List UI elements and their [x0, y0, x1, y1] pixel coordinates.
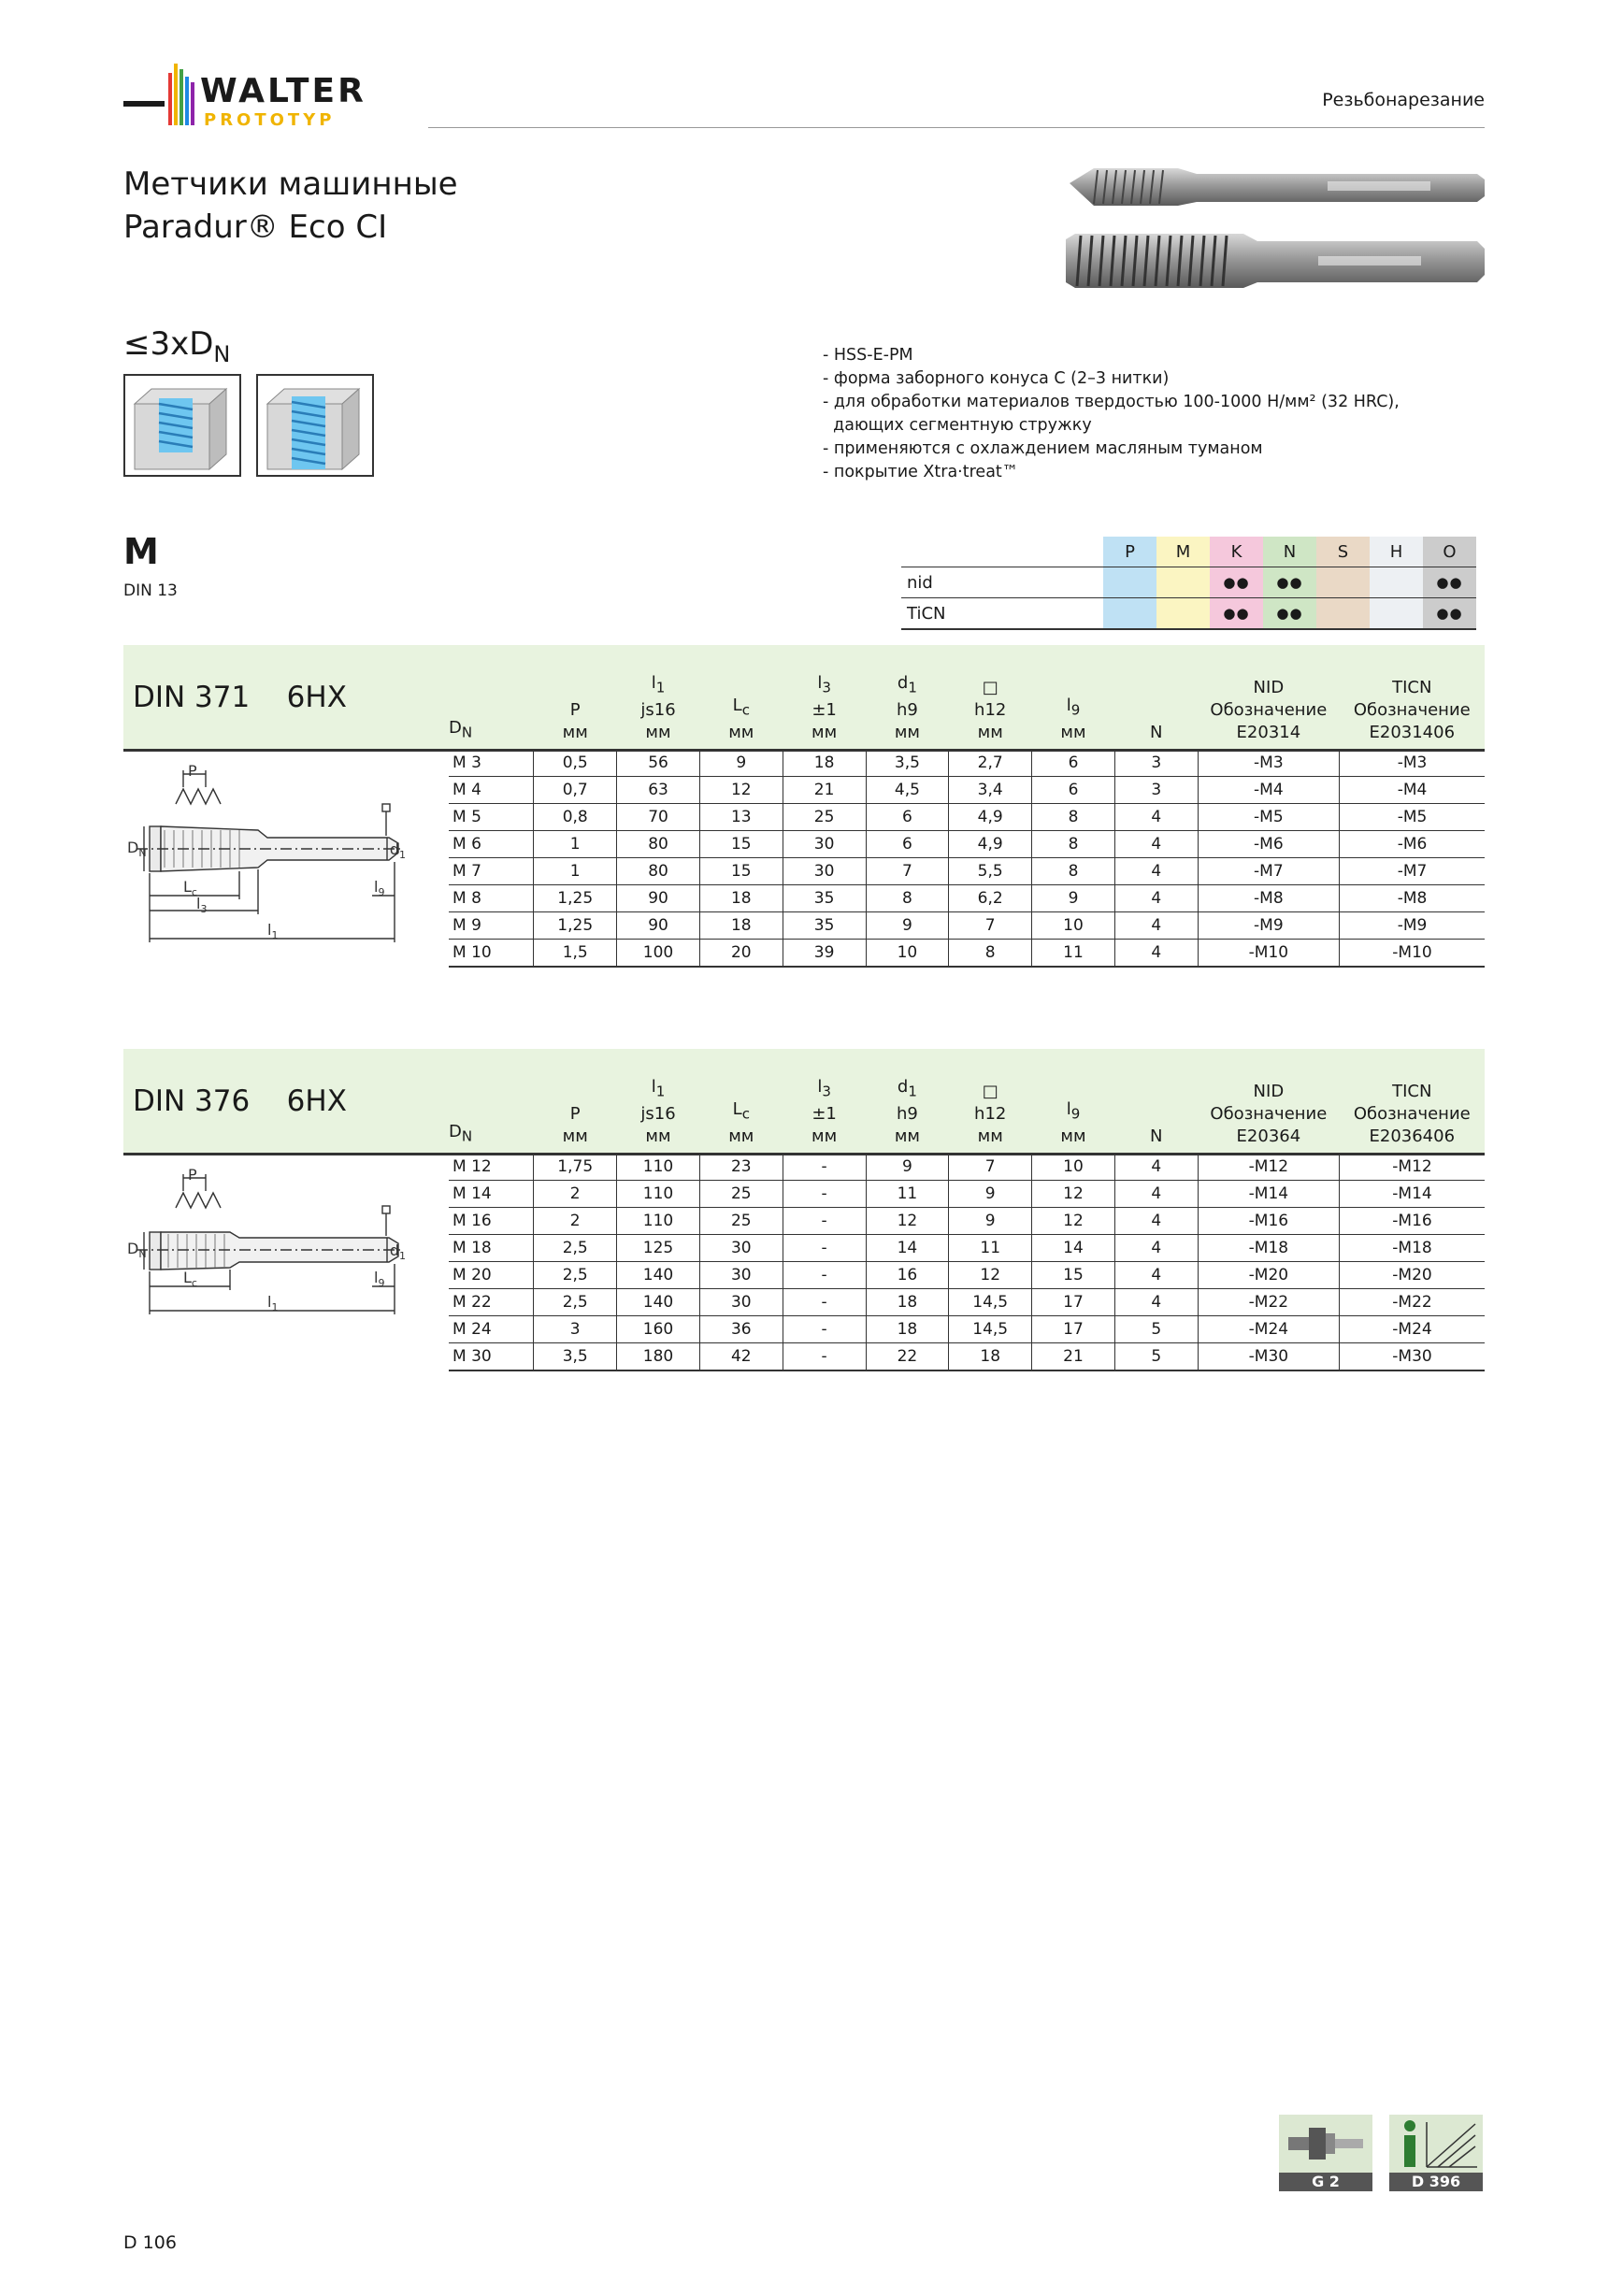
- table-cell: 3,5: [534, 1343, 617, 1371]
- col-lc: $L_c$ мм: [728, 696, 754, 742]
- table-cell: 3,5: [866, 750, 949, 777]
- thread-standard: DIN 13: [123, 581, 178, 600]
- table-row: [449, 1235, 1485, 1262]
- suitability-cell: [1370, 567, 1423, 598]
- material-suitability-table: [901, 537, 1476, 630]
- suitability-cell: ●●: [1210, 598, 1263, 630]
- table-cell: 0,5: [534, 750, 617, 777]
- table-cell: 110: [617, 1208, 700, 1235]
- table-cell: -M5: [1340, 804, 1485, 831]
- material-group-k: K: [1210, 537, 1263, 567]
- table-cell: -M10: [1198, 940, 1339, 968]
- table-cell: 4: [1114, 831, 1198, 858]
- table-cell: M 4: [449, 777, 534, 804]
- table-cell: 3: [534, 1316, 617, 1343]
- table-cell: 12: [866, 1208, 949, 1235]
- table-cell: 4: [1114, 804, 1198, 831]
- table-cell: 30: [783, 858, 866, 885]
- table-cell: -: [783, 1181, 866, 1208]
- table-cell: 90: [617, 912, 700, 940]
- header-divider: [428, 127, 1485, 128]
- material-row-label: TiCN: [901, 598, 1103, 630]
- table-cell: 5,5: [949, 858, 1032, 885]
- table-cell: 160: [617, 1316, 700, 1343]
- table-cell: -M24: [1198, 1316, 1339, 1343]
- table-cell: 3: [1114, 777, 1198, 804]
- table-cell: 8: [1032, 804, 1115, 831]
- table-cell: 18: [949, 1343, 1032, 1371]
- table-cell: 180: [617, 1343, 700, 1371]
- table-cell: 8: [949, 940, 1032, 968]
- table-cell: -: [783, 1208, 866, 1235]
- table-cell: M 10: [449, 940, 534, 968]
- table-cell: -M24: [1340, 1316, 1485, 1343]
- table-cell: 100: [617, 940, 700, 968]
- section-title: Резьбонарезание: [1322, 90, 1485, 110]
- table-cell: 12: [1032, 1181, 1115, 1208]
- col-l9: $l_9$ мм: [1060, 1099, 1086, 1146]
- col-dn: $D_N$: [449, 718, 473, 741]
- table-cell: -M8: [1340, 885, 1485, 912]
- col-l1: $l_1$ js16 мм: [640, 673, 676, 742]
- table-cell: 9: [949, 1208, 1032, 1235]
- table1-column-headers: [449, 666, 1485, 750]
- col-p: P мм: [562, 700, 588, 742]
- table-cell: M 30: [449, 1343, 534, 1371]
- table-cell: 39: [783, 940, 866, 968]
- suitability-cell: ●●: [1263, 598, 1316, 630]
- table2-dimensions: [449, 1069, 1485, 1371]
- table-cell: 6: [1032, 750, 1115, 777]
- suitability-cell: [1103, 567, 1156, 598]
- table-cell: 7: [866, 858, 949, 885]
- table-cell: -M10: [1340, 940, 1485, 968]
- table-cell: 22: [866, 1343, 949, 1371]
- label-d1: $d_1$: [389, 840, 406, 861]
- table-cell: -M9: [1198, 912, 1339, 940]
- table-cell: 18: [699, 912, 783, 940]
- table-cell: 2,5: [534, 1262, 617, 1289]
- suitability-cell: [1316, 567, 1370, 598]
- table1-din-title: DIN 371 6HX: [133, 681, 347, 714]
- table-cell: 15: [699, 858, 783, 885]
- label-l1: $l_1$: [267, 1293, 279, 1313]
- feature-item: - HSS-E-PM: [823, 346, 913, 365]
- walter-prototyp-logo: [123, 60, 404, 138]
- din371-tap-drawing: [127, 755, 408, 961]
- suitability-cell: ●●: [1210, 567, 1263, 598]
- table-cell: -M30: [1340, 1343, 1485, 1371]
- table-cell: M 20: [449, 1262, 534, 1289]
- table-cell: -M12: [1340, 1154, 1485, 1181]
- table-cell: -M20: [1340, 1262, 1485, 1289]
- suitability-cell: ●●: [1423, 598, 1476, 630]
- product-title: [123, 163, 458, 249]
- logo-wordmark: WALTER: [200, 72, 366, 110]
- material-group-n: N: [1263, 537, 1316, 567]
- col-l3: $l_3$ ±1 мм: [812, 673, 838, 742]
- table-cell: 2,5: [534, 1235, 617, 1262]
- table-cell: 4: [1114, 940, 1198, 968]
- suitability-cell: [1156, 567, 1210, 598]
- thread-type-title: M: [123, 531, 159, 572]
- table-cell: 10: [866, 940, 949, 968]
- table-cell: 110: [617, 1154, 700, 1181]
- din376-tap-drawing: [127, 1159, 408, 1365]
- table-cell: 7: [949, 1154, 1032, 1181]
- table-cell: 9: [866, 1154, 949, 1181]
- table-row: [449, 885, 1485, 912]
- table-row: [449, 831, 1485, 858]
- label-l9: $l_9$: [374, 878, 385, 898]
- table-cell: -M18: [1198, 1235, 1339, 1262]
- table-cell: 90: [617, 885, 700, 912]
- table-cell: 6: [866, 831, 949, 858]
- label-p: P: [188, 1166, 197, 1184]
- table2-column-headers: [449, 1069, 1485, 1154]
- table-cell: 4: [1114, 1262, 1198, 1289]
- suitability-cell: [1103, 598, 1156, 630]
- label-l1: $l_1$: [267, 921, 279, 941]
- table-row: [449, 777, 1485, 804]
- table-cell: 30: [783, 831, 866, 858]
- table-cell: M 7: [449, 858, 534, 885]
- table-row: [449, 1343, 1485, 1371]
- table-cell: 35: [783, 885, 866, 912]
- table-cell: -M3: [1340, 750, 1485, 777]
- table-cell: 63: [617, 777, 700, 804]
- table-cell: 35: [783, 912, 866, 940]
- table-cell: 1,25: [534, 912, 617, 940]
- col-d1: $d_1$ h9 мм: [894, 1077, 920, 1146]
- tap-product-image: [1066, 159, 1487, 299]
- table-cell: -: [783, 1262, 866, 1289]
- table-cell: 6: [1032, 777, 1115, 804]
- feature-list: [823, 344, 1400, 484]
- table-cell: 21: [1032, 1343, 1115, 1371]
- table-cell: 1: [534, 858, 617, 885]
- table-cell: M 24: [449, 1316, 534, 1343]
- table-cell: 13: [699, 804, 783, 831]
- col-square: □ h12 мм: [974, 678, 1007, 742]
- table-cell: 8: [866, 885, 949, 912]
- reference-label: D 396: [1389, 2173, 1483, 2191]
- table-cell: 5: [1114, 1316, 1198, 1343]
- blind-hole-icon: [123, 374, 241, 477]
- table-cell: M 8: [449, 885, 534, 912]
- table-cell: 4: [1114, 1181, 1198, 1208]
- table-cell: 4: [1114, 1208, 1198, 1235]
- tool-holder-icon: [1279, 2115, 1372, 2173]
- table-cell: M 22: [449, 1289, 534, 1316]
- material-group-m: M: [1156, 537, 1210, 567]
- table-cell: -: [783, 1289, 866, 1316]
- table-cell: 0,7: [534, 777, 617, 804]
- table-cell: -M16: [1340, 1208, 1485, 1235]
- table-cell: 9: [1032, 885, 1115, 912]
- suitability-cell: [1370, 598, 1423, 630]
- label-d1: $d_1$: [389, 1241, 406, 1262]
- table-cell: -: [783, 1343, 866, 1371]
- suitability-cell: ●●: [1423, 567, 1476, 598]
- suitability-cell: [1156, 598, 1210, 630]
- table-cell: 9: [949, 1181, 1032, 1208]
- feature-item: - форма заборного конуса C (2–3 нитки): [823, 369, 1170, 388]
- table-row: [449, 858, 1485, 885]
- product-title-line1: Метчики машинные: [123, 165, 458, 203]
- table-cell: 42: [699, 1343, 783, 1371]
- label-p: P: [188, 762, 197, 780]
- label-lc: $L_c$: [183, 878, 197, 898]
- table-cell: 9: [866, 912, 949, 940]
- table-cell: -M20: [1198, 1262, 1339, 1289]
- material-row-ticn: [901, 598, 1476, 630]
- col-nid: NID Обозначение E20364: [1210, 1082, 1328, 1146]
- table-cell: -M30: [1198, 1343, 1339, 1371]
- table-cell: 80: [617, 858, 700, 885]
- table-cell: 18: [866, 1316, 949, 1343]
- material-row-nid: [901, 567, 1476, 598]
- table-cell: -: [783, 1235, 866, 1262]
- col-ticn: TICN Обозначение E2036406: [1353, 1082, 1471, 1146]
- table-cell: 2,5: [534, 1289, 617, 1316]
- reference-d396[interactable]: [1389, 2115, 1483, 2191]
- table-cell: M 14: [449, 1181, 534, 1208]
- table-cell: 23: [699, 1154, 783, 1181]
- table-cell: -M16: [1198, 1208, 1339, 1235]
- table-cell: 1,75: [534, 1154, 617, 1181]
- col-l3: $l_3$ ±1 мм: [812, 1077, 838, 1146]
- table-cell: 12: [949, 1262, 1032, 1289]
- table-cell: 80: [617, 831, 700, 858]
- table-cell: 17: [1032, 1316, 1115, 1343]
- material-row-label: nid: [901, 567, 1103, 598]
- table-cell: M 12: [449, 1154, 534, 1181]
- table-cell: 17: [1032, 1289, 1115, 1316]
- table1-dimensions: [449, 666, 1485, 968]
- label-lc: $L_c$: [183, 1269, 197, 1289]
- table-cell: 4: [1114, 1154, 1198, 1181]
- col-l1: $l_1$ js16 мм: [640, 1077, 676, 1146]
- table-cell: 9: [699, 750, 783, 777]
- table-cell: 6,2: [949, 885, 1032, 912]
- table-cell: -M12: [1198, 1154, 1339, 1181]
- col-n: N: [1150, 1126, 1163, 1146]
- table-cell: 21: [783, 777, 866, 804]
- table-cell: 15: [1032, 1262, 1115, 1289]
- table-cell: 1,5: [534, 940, 617, 968]
- info-icon: [1389, 2115, 1483, 2173]
- table-cell: 12: [699, 777, 783, 804]
- table-cell: 25: [699, 1208, 783, 1235]
- table-cell: M 9: [449, 912, 534, 940]
- table-cell: 4: [1114, 1289, 1198, 1316]
- table-cell: 15: [699, 831, 783, 858]
- table-cell: 18: [866, 1289, 949, 1316]
- logo-subtitle: PROTOTYP: [204, 110, 336, 130]
- suitability-cell: [1316, 598, 1370, 630]
- table-cell: 2: [534, 1181, 617, 1208]
- table-cell: 4: [1114, 912, 1198, 940]
- col-square: □ h12 мм: [974, 1082, 1007, 1146]
- table-cell: 18: [699, 885, 783, 912]
- logo-bars-icon: [123, 60, 200, 138]
- table-cell: -M6: [1340, 831, 1485, 858]
- table-cell: -M18: [1340, 1235, 1485, 1262]
- table-cell: -M22: [1198, 1289, 1339, 1316]
- table-cell: M 5: [449, 804, 534, 831]
- table-cell: M 6: [449, 831, 534, 858]
- table-cell: 5: [1114, 1343, 1198, 1371]
- table-cell: -M22: [1340, 1289, 1485, 1316]
- table-row: [449, 804, 1485, 831]
- table-cell: 110: [617, 1181, 700, 1208]
- label-dn: $D_N$: [127, 1240, 147, 1260]
- table-row: [449, 1208, 1485, 1235]
- table-cell: 30: [699, 1235, 783, 1262]
- table-cell: 36: [699, 1316, 783, 1343]
- table-cell: 12: [1032, 1208, 1115, 1235]
- table-cell: -: [783, 1316, 866, 1343]
- table-cell: 4: [1114, 1235, 1198, 1262]
- table-cell: -M6: [1198, 831, 1339, 858]
- col-nid: NID Обозначение E20314: [1210, 678, 1328, 742]
- table-cell: 25: [783, 804, 866, 831]
- table-cell: 140: [617, 1289, 700, 1316]
- table-cell: -M4: [1340, 777, 1485, 804]
- table-row: [449, 1289, 1485, 1316]
- table-cell: 25: [699, 1181, 783, 1208]
- table-cell: 14: [866, 1235, 949, 1262]
- reference-label: G 2: [1279, 2173, 1372, 2191]
- table-cell: 10: [1032, 912, 1115, 940]
- table-cell: 20: [699, 940, 783, 968]
- table-cell: 7: [949, 912, 1032, 940]
- label-l3: $l_3$: [196, 895, 208, 915]
- table-cell: -M4: [1198, 777, 1339, 804]
- table-cell: -M14: [1198, 1181, 1339, 1208]
- table-cell: 70: [617, 804, 700, 831]
- table2-din-title: DIN 376 6HX: [133, 1084, 347, 1118]
- col-d1: $d_1$ h9 мм: [894, 673, 920, 742]
- table-cell: 14,5: [949, 1289, 1032, 1316]
- table-cell: M 18: [449, 1235, 534, 1262]
- table-cell: 11: [866, 1181, 949, 1208]
- table-cell: 125: [617, 1235, 700, 1262]
- table-row: [449, 1262, 1485, 1289]
- through-hole-icon: [256, 374, 374, 477]
- material-group-p: P: [1103, 537, 1156, 567]
- col-p: P мм: [562, 1104, 588, 1146]
- table-cell: 16: [866, 1262, 949, 1289]
- reference-g2[interactable]: [1279, 2115, 1372, 2191]
- col-n: N: [1150, 723, 1163, 742]
- table-cell: 11: [949, 1235, 1032, 1262]
- table-cell: -M8: [1198, 885, 1339, 912]
- table-cell: 30: [699, 1289, 783, 1316]
- table-cell: -M5: [1198, 804, 1339, 831]
- table-row: [449, 912, 1485, 940]
- col-l9: $l_9$ мм: [1060, 696, 1086, 742]
- table-cell: -: [783, 1154, 866, 1181]
- table-cell: 140: [617, 1262, 700, 1289]
- table-cell: 56: [617, 750, 700, 777]
- product-title-line2: Paradur® Eco CI: [123, 208, 388, 246]
- table-cell: -M7: [1340, 858, 1485, 885]
- material-group-s: S: [1316, 537, 1370, 567]
- page-number: D 106: [123, 2232, 177, 2253]
- table-cell: 3: [1114, 750, 1198, 777]
- table-row: [449, 750, 1485, 777]
- table-cell: 8: [1032, 858, 1115, 885]
- table-cell: 14: [1032, 1235, 1115, 1262]
- material-group-header: [901, 537, 1476, 567]
- table-cell: -M9: [1340, 912, 1485, 940]
- suitability-cell: ●●: [1263, 567, 1316, 598]
- table-cell: 10: [1032, 1154, 1115, 1181]
- feature-item: - для обработки материалов твердостью 100-1000 Н/мм² (32 HRC),: [823, 393, 1400, 411]
- table-cell: 8: [1032, 831, 1115, 858]
- table-cell: 0,8: [534, 804, 617, 831]
- col-dn: $D_N$: [449, 1122, 473, 1145]
- feature-item: дающих сегментную стружку: [823, 416, 1092, 435]
- table-row: [449, 1181, 1485, 1208]
- label-dn: $D_N$: [127, 839, 147, 859]
- table-cell: 4: [1114, 885, 1198, 912]
- table-cell: 2,7: [949, 750, 1032, 777]
- table-cell: 11: [1032, 940, 1115, 968]
- table-cell: 2: [534, 1208, 617, 1235]
- table-cell: 4,9: [949, 831, 1032, 858]
- table-cell: -M14: [1340, 1181, 1485, 1208]
- table-cell: 30: [699, 1262, 783, 1289]
- table-row: [449, 1154, 1485, 1181]
- col-ticn: TICN Обозначение E2031406: [1353, 678, 1471, 742]
- table-cell: 1,25: [534, 885, 617, 912]
- material-group-o: O: [1423, 537, 1476, 567]
- table-cell: -M7: [1198, 858, 1339, 885]
- table-cell: 4,5: [866, 777, 949, 804]
- material-group-h: H: [1370, 537, 1423, 567]
- table-row: [449, 940, 1485, 968]
- table-cell: 4: [1114, 858, 1198, 885]
- col-lc: $L_c$ мм: [728, 1099, 754, 1146]
- label-l9: $l_9$: [374, 1269, 385, 1289]
- table-row: [449, 1316, 1485, 1343]
- table-cell: 3,4: [949, 777, 1032, 804]
- table-cell: -M3: [1198, 750, 1339, 777]
- table-cell: 4,9: [949, 804, 1032, 831]
- table-cell: M 16: [449, 1208, 534, 1235]
- table-cell: 14,5: [949, 1316, 1032, 1343]
- depth-ratio: $\le 3xD_N$: [123, 325, 231, 367]
- table-cell: M 3: [449, 750, 534, 777]
- table-cell: 1: [534, 831, 617, 858]
- feature-item: - применяются с охлаждением масляным туманом: [823, 439, 1263, 458]
- feature-item: - покрытие Xtra·treat™: [823, 463, 1019, 481]
- table-cell: 18: [783, 750, 866, 777]
- table-cell: 6: [866, 804, 949, 831]
